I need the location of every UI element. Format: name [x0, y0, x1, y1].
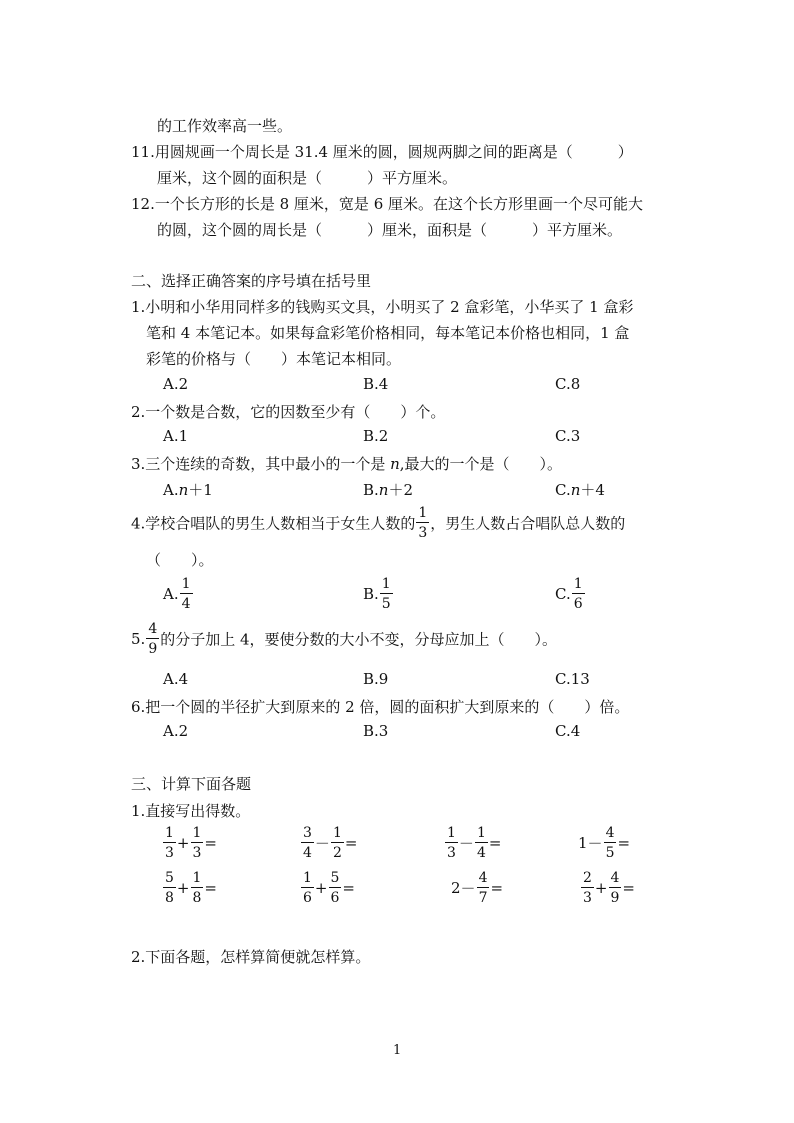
- choice-q1-option-b: B.4: [363, 375, 389, 393]
- choice-q2-option-b: B.2: [363, 427, 389, 445]
- choice-q6-option-a: A.2: [163, 722, 189, 740]
- choice-q5-text: 5. $\frac{4}{9}$ 的分子加上 4，要使分数的大小不变，分母应加上（ ）。: [131, 621, 558, 657]
- choice-q6-option-b: B.3: [363, 722, 389, 740]
- calc-r2c3: 2－ $\frac{4}{7}$ =: [451, 870, 504, 906]
- choice-q2-text: 2.一个数是合数，它的因数至少有（ ）个。: [131, 403, 446, 421]
- choice-q3-option-c: C.n＋4: [555, 481, 605, 499]
- page-number: 1: [393, 1043, 402, 1058]
- calc-r2c1: $\frac{5}{8}$ + $\frac{1}{8}$ =: [165, 870, 217, 906]
- calc-r1c3: $\frac{1}{3}$ － $\frac{1}{4}$ =: [447, 825, 502, 861]
- section-heading-calc: 三、计算下面各题: [131, 775, 252, 793]
- calc-r2c4: $\frac{2}{3}$ + $\frac{4}{9}$ =: [583, 870, 635, 906]
- choice-q1-line3: 彩笔的价格与（ ）本笔记本相同。: [146, 350, 402, 368]
- choice-q2-option-a: A.1: [163, 427, 189, 445]
- choice-q6-text: 6.把一个圆的半径扩大到原来的 2 倍，圆的面积扩大到原来的（ ）倍。: [131, 698, 630, 716]
- choice-q1-line2: 笔和 4 本笔记本。如果每盒彩笔价格相同，每本笔记本价格也相同，1 盒: [146, 324, 630, 342]
- choice-q4-option-b: B. $\frac{1}{5}$: [363, 576, 391, 612]
- calc-r2c2: $\frac{1}{6}$ + $\frac{5}{6}$ =: [303, 870, 355, 906]
- q12-line1: 12.一个长方形的长是 8 厘米，宽是 6 厘米。在这个长方形里画一个尽可能大: [131, 195, 644, 213]
- choice-q2-option-c: C.3: [555, 427, 581, 445]
- choice-q3-text: 3.三个连续的奇数，其中最小的一个是 n,最大的一个是（ ）。: [131, 455, 563, 473]
- choice-q1-option-a: A.2: [163, 375, 189, 393]
- calc-r1c2: $\frac{3}{4}$ － $\frac{1}{2}$ =: [303, 825, 358, 861]
- q10-continuation: 的工作效率高一些。: [157, 117, 293, 135]
- calc-sub1-heading: 1.直接写出得数。: [131, 802, 251, 820]
- section-heading-choice: 二、选择正确答案的序号填在括号里: [131, 272, 372, 290]
- choice-q4-option-c: C. $\frac{1}{6}$: [555, 576, 583, 612]
- variable-n: n: [390, 455, 400, 473]
- choice-q1-line1: 1.小明和小华用同样多的钱购买文具，小明买了 2 盒彩笔，小华买了 1 盒彩: [131, 298, 634, 316]
- choice-q4-line1: 4.学校合唱队的男生人数相当于女生人数的 $\frac{1}{3}$ ，男生人数占合唱队总人数的: [131, 505, 626, 541]
- choice-q4-option-a: A. $\frac{1}{4}$: [163, 576, 191, 612]
- q11-line2: 厘米，这个圆的面积是（ ）平方厘米。: [157, 169, 458, 187]
- q12-line2: 的圆，这个圆的周长是（ ）厘米，面积是（ ）平方厘米。: [157, 221, 623, 239]
- choice-q3-option-a: A.n＋1: [163, 481, 213, 499]
- fraction: $\frac{4}{9}$: [148, 621, 158, 657]
- calc-sub2-heading: 2.下面各题，怎样算简便就怎样算。: [131, 948, 371, 966]
- choice-q5-option-a: A.4: [163, 670, 189, 688]
- choice-q3-option-b: B.n＋2: [363, 481, 414, 499]
- choice-q4-line2: （ ）。: [146, 551, 214, 569]
- calc-r1c4: 1－ $\frac{4}{5}$ =: [578, 825, 631, 861]
- choice-q1-option-c: C.8: [555, 375, 581, 393]
- q11-line1: 11.用圆规画一个周长是 31.4 厘米的圆，圆规两脚之间的距离是（ ）: [131, 143, 633, 161]
- choice-q5-option-c: C.13: [555, 670, 590, 688]
- calc-r1c1: $\frac{1}{3}$ + $\frac{1}{3}$ =: [165, 825, 217, 861]
- choice-q6-option-c: C.4: [555, 722, 581, 740]
- fraction: $\frac{1}{3}$: [418, 505, 428, 541]
- choice-q5-option-b: B.9: [363, 670, 389, 688]
